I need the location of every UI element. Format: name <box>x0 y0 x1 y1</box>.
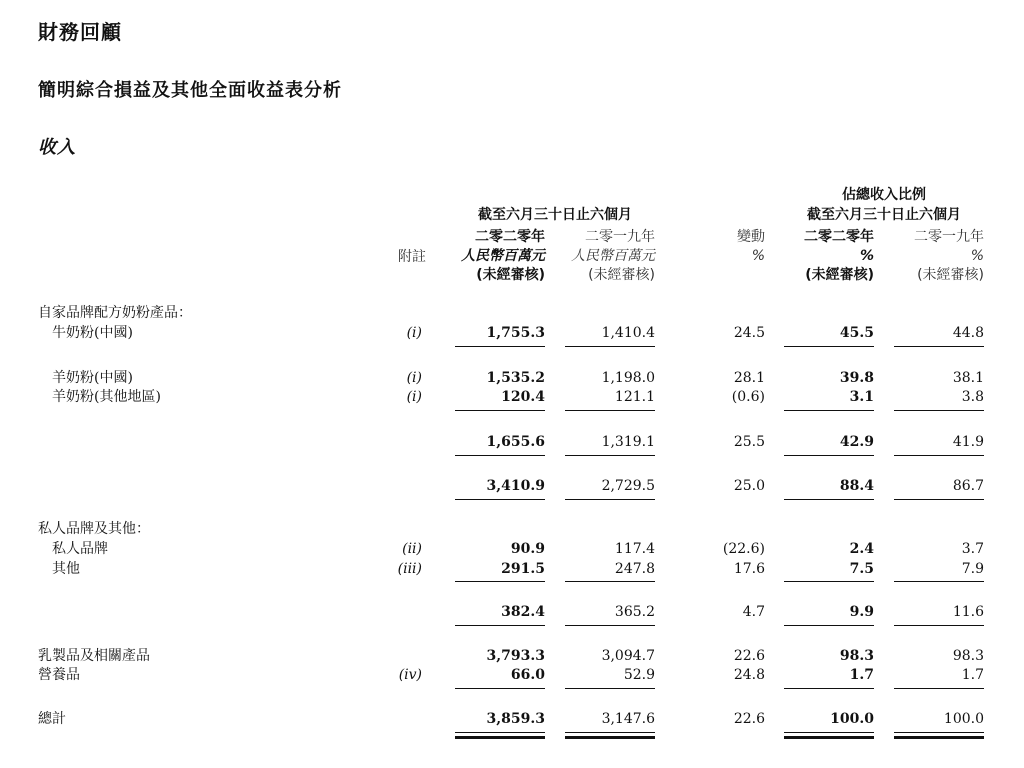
subtotal-rule <box>455 410 545 411</box>
row-label: 牛奶粉(中國) <box>52 325 133 341</box>
cell-share-2019: 3.8 <box>961 389 984 405</box>
subtotal-rule <box>894 688 984 689</box>
cell-2020: 1,655.6 <box>486 434 545 450</box>
subtotal-rule <box>455 625 545 626</box>
row-note: (i) <box>406 370 422 386</box>
cell-change: 22.6 <box>733 711 765 727</box>
cell-share-2019: 7.9 <box>961 561 984 577</box>
row-label: 乳製品及相關產品 <box>38 648 150 664</box>
cell-share-2019: 98.3 <box>952 648 984 664</box>
cell-change: 25.5 <box>733 434 765 450</box>
cell-share-2020: 39.8 <box>839 370 874 386</box>
cell-2019: 117.4 <box>614 541 655 557</box>
cell-2020: 3,859.3 <box>486 711 545 727</box>
subtotal-rule <box>565 410 655 411</box>
cell-share-2020: 1.7 <box>849 667 874 683</box>
cell-2020: 1,535.2 <box>486 370 545 386</box>
cell-share-2019: 1.7 <box>961 667 984 683</box>
cell-2019: 52.9 <box>623 667 655 683</box>
subtotal-rule <box>894 581 984 582</box>
cell-share-2020: 98.3 <box>839 648 874 664</box>
cell-share-2020: 3.1 <box>849 389 874 405</box>
cell-share-2020: 100.0 <box>830 711 874 727</box>
section-label-private: 私人品牌及其他： <box>38 521 150 537</box>
row-note: (ii) <box>402 541 422 557</box>
cell-2020: 3,793.3 <box>486 648 545 664</box>
cell-share-2020: 9.9 <box>849 604 874 620</box>
subtotal-rule <box>784 688 874 689</box>
subtotal-rule <box>455 455 545 456</box>
row-note: (i) <box>406 325 422 341</box>
cell-2020: 1,755.3 <box>486 325 545 341</box>
subtotal-rule <box>894 625 984 626</box>
cell-2019: 2,729.5 <box>601 478 655 494</box>
subtotal-rule <box>455 499 545 500</box>
cell-share-2020: 2.4 <box>849 541 874 557</box>
total-double-rule <box>455 736 545 739</box>
cell-share-2020: 7.5 <box>849 561 874 577</box>
cell-change: 24.8 <box>733 667 765 683</box>
subtotal-rule <box>565 625 655 626</box>
cell-change: 4.7 <box>742 604 765 620</box>
cell-change: (22.6) <box>722 541 765 557</box>
total-double-rule <box>784 736 874 739</box>
cell-2020: 382.4 <box>501 604 545 620</box>
subtotal-rule <box>894 346 984 347</box>
cell-2019: 1,198.0 <box>601 370 655 386</box>
topic-title: 收入 <box>38 137 76 158</box>
period-group-header: 截至六月三十日止六個月 <box>478 207 632 223</box>
subtotal-rule <box>565 346 655 347</box>
cell-share-2019: 3.7 <box>961 541 984 557</box>
cell-share-2019: 11.6 <box>952 604 984 620</box>
cell-2019: 121.1 <box>614 389 655 405</box>
cell-2020: 90.9 <box>510 541 545 557</box>
total-double-rule <box>455 732 545 733</box>
cell-share-2019: 38.1 <box>952 370 984 386</box>
subtotal-rule <box>894 499 984 500</box>
share-group-header-line1: 佔總收入比例 <box>842 187 926 203</box>
cell-change: 25.0 <box>733 478 765 494</box>
total-double-rule <box>565 732 655 733</box>
subtotal-rule <box>565 581 655 582</box>
section-label-own-brand: 自家品牌配方奶粉產品： <box>38 305 192 321</box>
row-label: 羊奶粉(其他地區) <box>52 389 161 405</box>
cell-change: 24.5 <box>733 325 765 341</box>
cell-share-2020: 42.9 <box>839 434 874 450</box>
cell-2019: 365.2 <box>614 604 655 620</box>
subtotal-rule <box>784 410 874 411</box>
row-label: 私人品牌 <box>52 541 108 557</box>
cell-2019: 247.8 <box>614 561 655 577</box>
row-label: 營養品 <box>38 667 80 683</box>
cell-change: 28.1 <box>733 370 765 386</box>
subtotal-rule <box>565 499 655 500</box>
subtotal-rule <box>784 581 874 582</box>
column-header-2020: 二零二零年 人民幣百萬元 (未經審核) <box>461 229 545 283</box>
subtotal-rule <box>455 581 545 582</box>
subtotal-rule <box>894 410 984 411</box>
subsection-title: 簡明綜合損益及其他全面收益表分析 <box>38 80 342 101</box>
subtotal-rule <box>565 688 655 689</box>
row-label: 羊奶粉(中國) <box>52 370 133 386</box>
subtotal-rule <box>784 625 874 626</box>
subtotal-rule <box>784 499 874 500</box>
subtotal-rule <box>565 455 655 456</box>
cell-share-2019: 100.0 <box>943 711 984 727</box>
subtotal-rule <box>784 346 874 347</box>
subtotal-rule <box>894 455 984 456</box>
cell-change: 22.6 <box>733 648 765 664</box>
row-note: (iv) <box>398 667 422 683</box>
cell-2020: 120.4 <box>501 389 545 405</box>
cell-share-2019: 86.7 <box>952 478 984 494</box>
column-header-change: 變動 % <box>737 229 765 264</box>
row-label: 其他 <box>52 561 80 577</box>
note-column-header: 附註 <box>398 249 426 265</box>
cell-2019: 1,410.4 <box>601 325 655 341</box>
subtotal-rule <box>455 688 545 689</box>
row-label: 總計 <box>38 711 66 727</box>
total-double-rule <box>894 736 984 739</box>
column-header-share-2019: 二零一九年 % (未經審核) <box>914 229 984 283</box>
row-note: (i) <box>406 389 422 405</box>
cell-share-2019: 44.8 <box>952 325 984 341</box>
total-double-rule <box>894 732 984 733</box>
total-double-rule <box>565 736 655 739</box>
cell-change: (0.6) <box>731 389 765 405</box>
cell-2020: 66.0 <box>510 667 545 683</box>
total-double-rule <box>784 732 874 733</box>
cell-share-2020: 88.4 <box>839 478 874 494</box>
cell-2019: 3,094.7 <box>601 648 655 664</box>
column-header-2019: 二零一九年 人民幣百萬元 (未經審核) <box>571 229 655 283</box>
cell-share-2019: 41.9 <box>952 434 984 450</box>
column-header-share-2020: 二零二零年 % (未經審核) <box>804 229 874 283</box>
row-note: (iii) <box>397 561 422 577</box>
cell-2020: 291.5 <box>501 561 545 577</box>
cell-2020: 3,410.9 <box>486 478 545 494</box>
section-title: 財務回顧 <box>38 20 122 44</box>
subtotal-rule <box>784 455 874 456</box>
share-group-header-line2: 截至六月三十日止六個月 <box>807 207 961 223</box>
cell-share-2020: 45.5 <box>839 325 874 341</box>
cell-2019: 3,147.6 <box>601 711 655 727</box>
cell-change: 17.6 <box>733 561 765 577</box>
subtotal-rule <box>455 346 545 347</box>
cell-2019: 1,319.1 <box>601 434 655 450</box>
